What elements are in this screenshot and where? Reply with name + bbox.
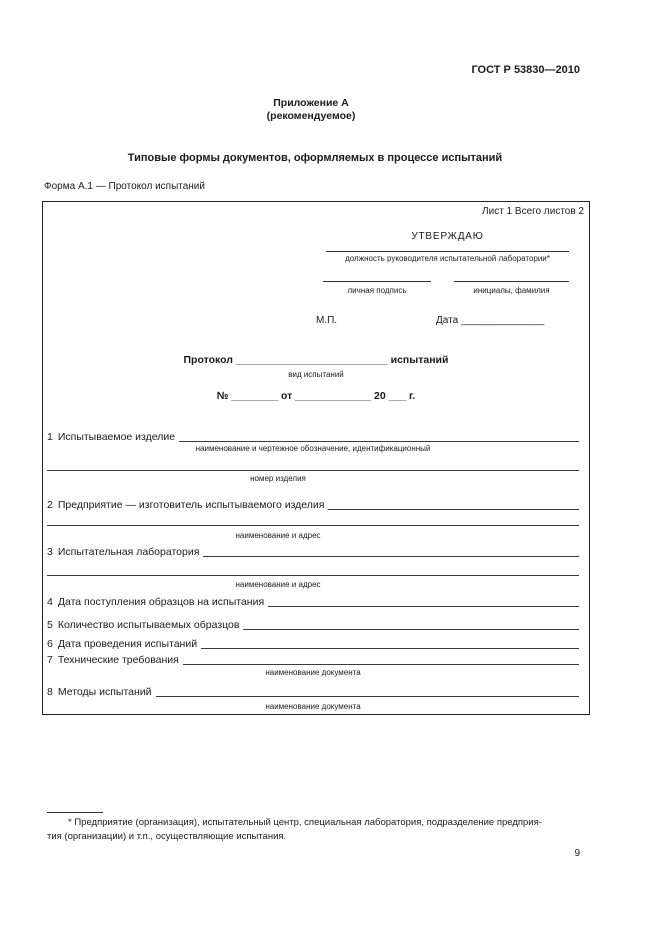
form-item-2 [47, 499, 579, 511]
signature-blank-line [323, 273, 431, 282]
item-number: 7 [47, 654, 53, 666]
protocol-number-line: № ________ от _____________ 20 ___ г. [216, 390, 416, 402]
item-label: Предприятие — изготовитель испытываемого изделия [57, 499, 325, 511]
footnote [47, 816, 592, 844]
item-label: Технические требования [57, 654, 179, 666]
blank-line [47, 470, 579, 471]
item-label: Дата поступления образцов на испытания [57, 596, 265, 608]
footnote-line-2: тия (организации) и т.п., осуществляющие испытания. [47, 831, 287, 842]
form-item-5 [47, 619, 579, 631]
signature-gap [431, 286, 454, 295]
sheet-info: Лист 1 Всего листов 2 [482, 206, 584, 217]
blank-line [243, 619, 579, 630]
form-item-7 [47, 654, 579, 666]
item-label: Количество испытываемых образцов [57, 619, 240, 631]
stamp-label: М.П. [316, 315, 338, 326]
protocol-title: Протокол __________________________ испытаний [183, 354, 449, 366]
footnote-line-1: * Предприятие (организация), испытательный центр, специальная лаборатория, подразделение предприя- [68, 817, 542, 828]
appendix-label: Приложение А [273, 97, 349, 109]
approve-heading: УТВЕРЖДАЮ [411, 231, 484, 242]
form-item-6 [47, 638, 579, 650]
protocol-form-box [42, 201, 590, 715]
item-label: Методы испытаний [57, 686, 152, 698]
sign-caption: личная подпись [347, 286, 407, 295]
item-number: 8 [47, 686, 53, 698]
blank-line [156, 686, 580, 697]
footnote-rule [47, 812, 103, 813]
form-item-8 [47, 686, 579, 698]
item-label: Испытываемое изделие [57, 431, 176, 443]
signature-lines [323, 273, 569, 282]
item-8-caption: наименование документа [265, 702, 361, 711]
item-number: 2 [47, 499, 53, 511]
item-number: 5 [47, 619, 53, 631]
blank-line [201, 638, 579, 649]
blank-line [47, 525, 579, 526]
item-2-caption: наименование и адрес [235, 531, 321, 540]
form-item-3 [47, 546, 579, 558]
blank-line [47, 575, 579, 576]
test-kind-caption: вид испытаний [288, 370, 344, 379]
blank-line [268, 596, 579, 607]
item-1-caption: наименование и чертежное обозначение, идентификационный [195, 444, 431, 453]
blank-line [183, 654, 579, 665]
date-label: Дата _______________ [436, 315, 545, 326]
item-1-caption-2: номер изделия [250, 474, 306, 483]
section-title: Типовые формы документов, оформляемых в процессе испытаний [127, 152, 503, 164]
item-label: Испытательная лаборатория [57, 546, 200, 558]
item-number: 1 [47, 431, 53, 443]
item-number: 4 [47, 596, 53, 608]
appendix-note: (рекомендуемое) [266, 110, 356, 122]
item-3-caption: наименование и адрес [235, 580, 321, 589]
form-item-1 [47, 431, 579, 443]
item-7-caption: наименование документа [265, 668, 361, 677]
item-number: 3 [47, 546, 53, 558]
name-blank-line [454, 273, 569, 282]
blank-line [328, 499, 579, 510]
page-number: 9 [574, 848, 580, 859]
blank-line [179, 431, 579, 442]
item-number: 6 [47, 638, 53, 650]
signature-gap [431, 273, 454, 282]
doc-code: ГОСТ Р 53830—2010 [471, 64, 580, 76]
position-caption: должность руководителя испытательной лаборатории* [345, 254, 550, 263]
form-item-4 [47, 596, 579, 608]
position-blank-line [326, 242, 569, 252]
signature-captions [323, 286, 569, 295]
item-label: Дата проведения испытаний [57, 638, 198, 650]
form-caption: Форма А.1 — Протокол испытаний [44, 181, 205, 192]
blank-line [203, 546, 579, 557]
name-caption: инициалы, фамилия [473, 286, 550, 295]
